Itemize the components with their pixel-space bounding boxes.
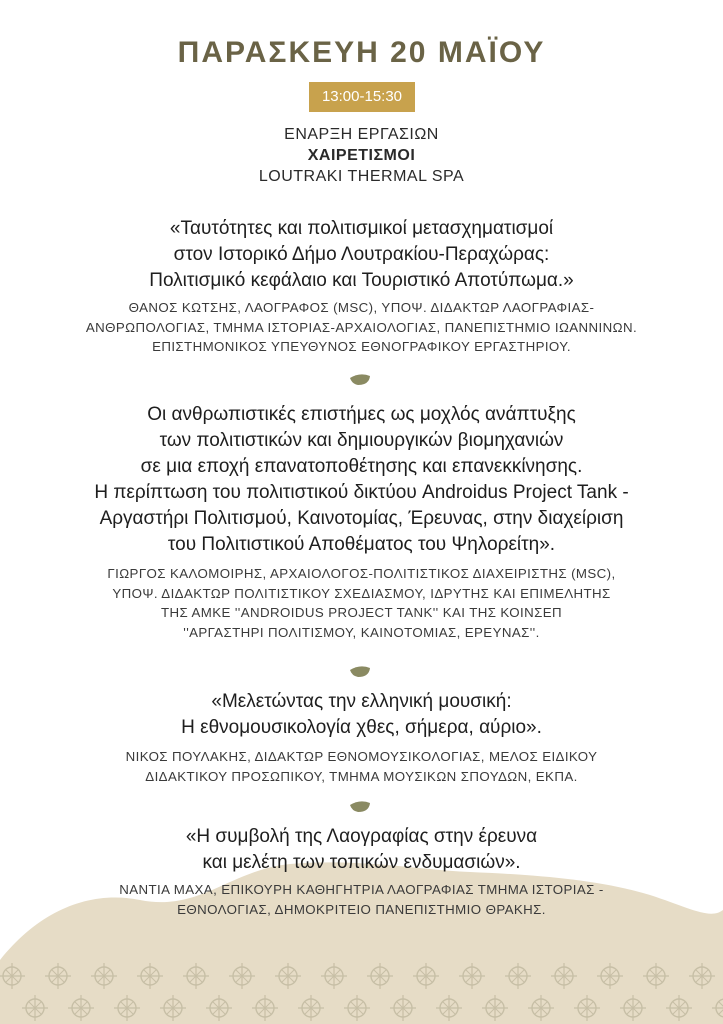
talk-speaker xyxy=(0,564,723,642)
talk-speaker xyxy=(0,880,723,919)
leaf-separator-icon xyxy=(349,801,371,813)
ornament-motif xyxy=(574,995,600,1021)
page-title: ΠΑΡΑΣΚΕΥΗ 20 ΜΑΪΟΥ xyxy=(177,36,546,69)
ornament-motif xyxy=(275,963,301,989)
ornament-motif xyxy=(643,963,669,989)
talk-title-line: Πολιτισμικό κεφάλαιο και Τουριστικό Αποτύπωμα.» xyxy=(149,270,574,291)
talk-speaker xyxy=(0,747,723,786)
talk-title-line: των πολιτιστικών και δημιουργικών βιομηχανιών xyxy=(159,430,564,451)
talk-title xyxy=(0,689,723,741)
talk-2 xyxy=(0,402,723,642)
speaker-line: ΔΙΔΑΚΤΙΚΟΥ ΠΡΟΣΩΠΙΚΟΥ, ΤΜΗΜΑ ΜΟΥΣΙΚΩΝ ΣΠΟΥΔΩΝ, ΕΚΠΑ. xyxy=(145,768,578,784)
ornament-motif xyxy=(689,963,715,989)
ornament-motif xyxy=(45,963,71,989)
ornament-motif xyxy=(620,995,646,1021)
talk-title-line: Η εθνομουσικολογία χθες, σήμερα, αύριο». xyxy=(181,717,542,738)
ornament-motif xyxy=(137,963,163,989)
ornament-motif xyxy=(367,963,393,989)
ornamental-pattern xyxy=(0,960,723,1024)
ornament-motif xyxy=(160,995,186,1021)
speaker-line: ΕΠΙΣΤΗΜΟΝΙΚΟΣ ΥΠΕΥΘΥΝΟΣ ΕΘΝΟΓΡΑΦΙΚΟΥ ΕΡΓΑΣΤΗΡΙΟΥ. xyxy=(152,339,571,354)
talk-title-line: «Μελετώντας την ελληνική μουσική: xyxy=(211,691,512,712)
speaker-line: ΑΝΘΡΩΠΟΛΟΓΙΑΣ, ΤΜΗΜΑ ΙΣΤΟΡΙΑΣ-ΑΡΧΑΙΟΛΟΓΙΑΣ, ΠΑΝΕΠΙΣΤΗΜΙΟ ΙΩΑΝΝΙΝΩΝ. xyxy=(85,319,638,335)
talk-title-line: «Ταυτότητες και πολιτισμικοί μετασχηματισμοί xyxy=(169,218,554,239)
talk-4 xyxy=(0,824,723,919)
ornament-motif xyxy=(114,995,140,1021)
speaker-line: ΓΙΩΡΓΟΣ ΚΑΛΟΜΟΙΡΗΣ, ΑΡΧΑΙΟΛΟΓΟΣ-ΠΟΛΙΤΙΣΤΙΚΟΣ ΔΙΑΧΕΙΡΙΣΤΗΣ (MSC), xyxy=(107,566,616,581)
ornament-motif xyxy=(0,963,25,989)
ornament-motif xyxy=(528,995,554,1021)
talk-title xyxy=(0,216,723,294)
ornament-motif xyxy=(206,995,232,1021)
ornament-motif xyxy=(298,995,324,1021)
talk-title-line: Η περίπτωση του πολιτιστικού δικτύου Androidus Project Tank - xyxy=(94,482,629,503)
ornament-motif xyxy=(666,995,692,1021)
ornament-motif xyxy=(91,963,117,989)
ornament-motif xyxy=(22,995,48,1021)
talk-title-line: Αργαστήρι Πολιτισμού, Καινοτομίας, Έρευνας, στην διαχείριση xyxy=(99,508,624,529)
ornament-motif xyxy=(252,995,278,1021)
speaker-line: ΘΑΝΟΣ ΚΩΤΣΗΣ, ΛΑΟΓΡΑΦΟΣ (MSC), ΥΠΟΨ. ΔΙΔΑΚΤΩΡ ΛΑΟΓΡΑΦΙΑΣ- xyxy=(128,300,595,315)
talk-title xyxy=(0,824,723,876)
ornament-motif xyxy=(183,963,209,989)
ornament-motif xyxy=(344,995,370,1021)
speaker-line: ΥΠΟΨ. ΔΙΔΑΚΤΩΡ ΠΟΛΙΤΙΣΤΙΚΟΥ ΣΧΕΔΙΑΣΜΟΥ, ΙΔΡΥΤΗΣ ΚΑΙ ΕΠΙΜΕΛΗΤΗΣ xyxy=(112,585,611,601)
speaker-line: ΝΑΝΤΙΑ ΜΑΧΑ, ΕΠΙΚΟΥΡΗ ΚΑΘΗΓΗΤΡΙΑ ΛΑΟΓΡΑΦΙΑΣ ΤΜΗΜΑ ΙΣΤΟΡΙΑΣ - xyxy=(119,882,604,897)
opening-line-2: ΧΑΙΡΕΤΙΣΜΟΙ xyxy=(307,147,416,164)
opening-line-1: ΕΝΑΡΞΗ ΕΡΓΑΣΙΩΝ xyxy=(284,126,439,143)
speaker-line: ΕΘΝΟΛΟΓΙΑΣ, ΔΗΜΟΚΡΙΤΕΙΟ ΠΑΝΕΠΙΣΤΗΜΙΟ ΘΡΑΚΗΣ. xyxy=(177,901,546,917)
ornament-motif xyxy=(597,963,623,989)
ornament-motif xyxy=(229,963,255,989)
talk-title xyxy=(0,402,723,558)
ornament-motif xyxy=(390,995,416,1021)
opening-section xyxy=(0,124,723,187)
opening-line-3: LOUTRAKI THERMAL SPA xyxy=(258,168,465,185)
speaker-line: ΝΙΚΟΣ ΠΟΥΛΑΚΗΣ, ΔΙΔΑΚΤΩΡ ΕΘΝΟΜΟΥΣΙΚΟΛΟΓΙΑΣ, ΜΕΛΟΣ ΕΙΔΙΚΟΥ xyxy=(125,749,598,764)
talk-title-line: «Η συμβολή της Λαογραφίας στην έρευνα xyxy=(185,826,538,847)
talk-title-line: στον Ιστορικό Δήμο Λουτρακίου-Περαχώρας: xyxy=(173,244,550,265)
talk-title-line: Οι ανθρωπιστικές επιστήμες ως μοχλός ανάπτυξης xyxy=(147,404,576,425)
talk-speaker xyxy=(0,298,723,357)
talk-1 xyxy=(0,216,723,357)
speaker-line: ''ΑΡΓΑΣΤΗΡΙ ΠΟΛΙΤΙΣΜΟΥ, ΚΑΙΝΟΤΟΜΙΑΣ, ΕΡΕΥΝΑΣ''. xyxy=(183,624,540,640)
speaker-line: ΤΗΣ ΑΜΚΕ ''ANDROIDUS PROJECT TANK'' ΚΑΙ ΤΗΣ ΚΟΙΝΣΕΠ xyxy=(160,605,563,620)
ornament-motif xyxy=(482,995,508,1021)
talk-title-line: σε μια εποχή επανατοποθέτησης και επανεκκίνησης. xyxy=(140,456,583,477)
talk-title-line: του Πολιτιστικού Αποθέματος του Ψηλορείτη». xyxy=(167,534,556,555)
ornament-motif xyxy=(459,963,485,989)
leaf-separator-icon xyxy=(349,374,371,386)
ornament-motif xyxy=(436,995,462,1021)
talk-title-line: και μελέτη των τοπικών ενδυμασιών». xyxy=(202,852,521,873)
ornament-motif xyxy=(505,963,531,989)
ornament-motif xyxy=(68,995,94,1021)
leaf-separator-icon xyxy=(349,666,371,678)
ornament-motif xyxy=(712,995,723,1021)
time-badge: 13:00-15:30 xyxy=(309,82,415,112)
ornament-motif xyxy=(551,963,577,989)
ornament-motif xyxy=(413,963,439,989)
ornament-motif xyxy=(321,963,347,989)
talk-3 xyxy=(0,689,723,786)
